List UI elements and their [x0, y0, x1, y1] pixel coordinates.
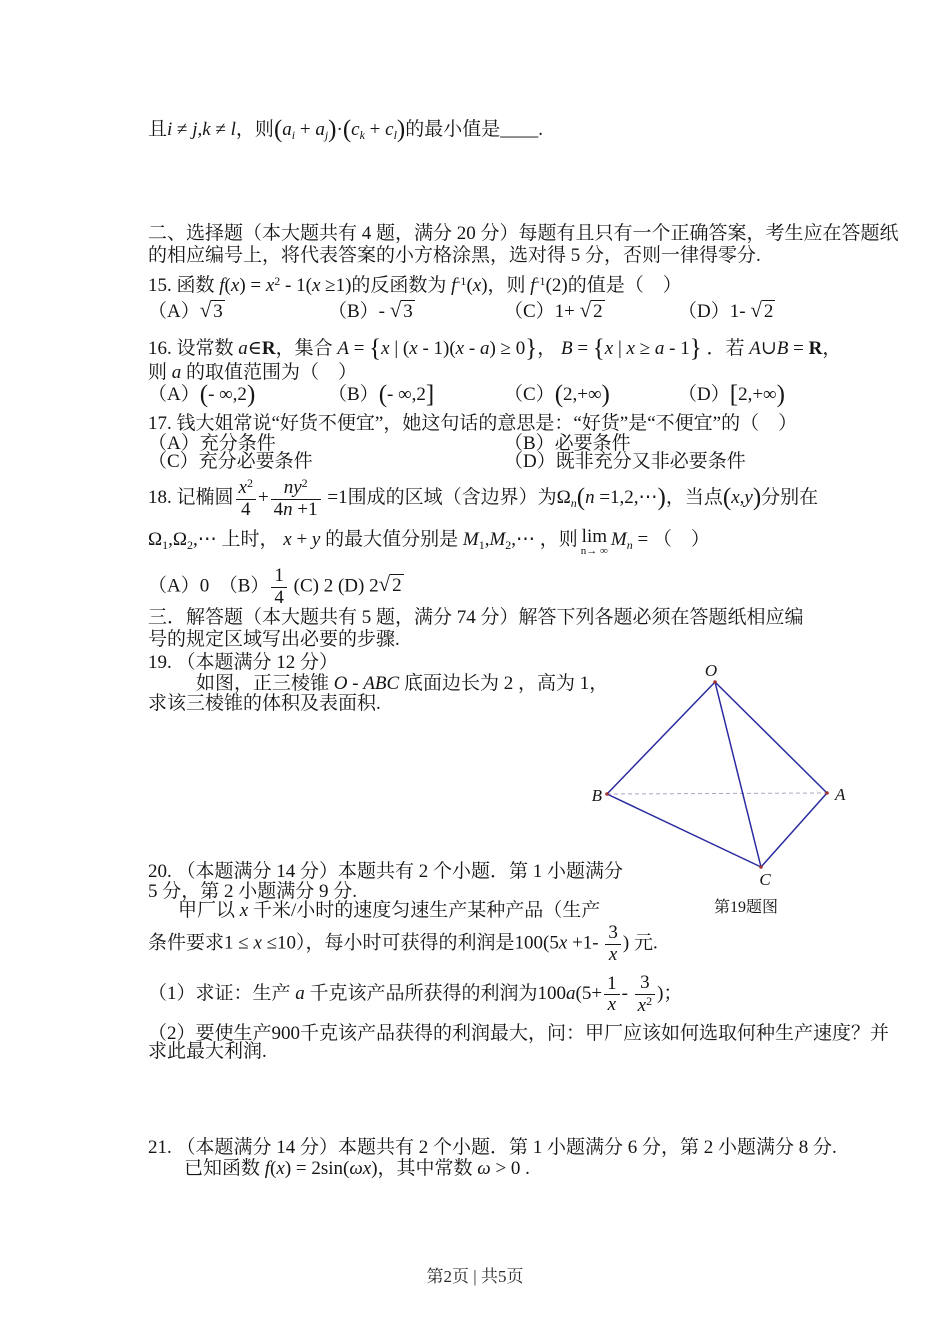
q18-options-row: （A）0 （B） $\frac{1}{4}$ (C) 2 (D) 2√ 2 [148, 565, 402, 608]
q20-part1: （1）求证：生产 a 千克该产品所获得的利润为100a(5+ $\frac{1}{x}$ - $\frac{3}{x^2}$ )； [148, 972, 683, 1016]
q15-options-row [148, 299, 848, 325]
edge-OA [715, 682, 827, 793]
figure-caption: 第19题图 [713, 899, 778, 916]
q17-options-row2 [148, 450, 848, 474]
q15-option-d: （D）1- √ 2 [678, 298, 774, 322]
q19-header: 19. （本题满分 12 分） [148, 652, 339, 673]
q17-stem: 17. 钱大姐常说“好货不便宜”，她这句话的意思是：“好货”是“不便宜”的（ ） [148, 413, 798, 434]
q15-stem: 15. 函数 $f(x) = x^2 - 1(x \ge 1)$的反函数为 $f^{-1}(x)$，则 $f^{-1}(2)$的值是（ ） [148, 274, 682, 296]
q18-stem-line2: $\Omega_1,\Omega_2,\cdots$ 上时， x + y 的最大值分别是 $M_1,M_2,\cdots$ ，则 lim n→ ∞ $M_n$ = （ ） [148, 526, 710, 557]
vertex-A-dot [825, 791, 829, 795]
q14-tail-line: 且i ≠ j,k ≠ l，则$(a_i + a_j)\cdot(c_k + c_l)$的最小值是____. [148, 116, 544, 143]
vertex-A-label: A [835, 785, 846, 804]
q19-stem-line1: 如图，正三棱锥 O - ABC 底面边长为 2 ，高为 1， [196, 673, 609, 694]
q16-option-a: （A）(- ∞,2) [148, 381, 256, 408]
q16-option-c: （C）(2,+∞) [504, 381, 610, 408]
q17-option-c: （C）充分必要条件 [148, 451, 313, 472]
q17-option-a: （A）充分条件 [148, 433, 276, 454]
q19-stem-line2: 求该三棱锥的体积及表面积. [148, 693, 381, 714]
q16-stem-line1: 16. 设常数 a∈R，集合 A = {x | (x - 1)(x - a) ≥ 0}， B = {x | x ≥ a - 1} ．若 A∪B = R， [148, 335, 842, 362]
vertex-B-dot [605, 792, 609, 796]
q16-stem-line2: 则 a 的取值范围为（ ） [148, 362, 358, 383]
edge-OC [715, 682, 761, 867]
q18-stem-line1: 18. 记椭圆 $\frac{x^2}{4}$ + $\frac{ny^2}{4n +1}$ =1围成的区域（含边界）为$\Omega_n(n$ =1,2,⋯)，当点(x,y)分别在 [148, 476, 819, 520]
vertex-O-label: O [704, 661, 718, 680]
q21-stem: 已知函数 f(x) = 2sin(ωx)，其中常数 ω > 0 . [184, 1158, 530, 1179]
q20-stem-line2: 条件要求1 ≤ x ≤10），每小时可获得的利润是100(5x +1- $\frac{3}{x}$ ) 元. [148, 922, 658, 965]
edge-OB [607, 682, 715, 794]
q20-part2-line2: 求此最大利润. [148, 1041, 267, 1062]
edge-CA [761, 793, 827, 867]
q16-option-b: （B）(- ∞,2] [328, 381, 435, 408]
q15-option-b: （B）- √ 3 [328, 298, 413, 322]
q20-header-line2: 5 分，第 2 小题满分 9 分. [148, 881, 358, 902]
q20-header-line1: 20. （本题满分 14 分）本题共有 2 个小题．第 1 小题满分 [148, 861, 624, 882]
q20-stem-line1: 甲厂以 x 千米/小时的速度匀速生产某种产品（生产 [178, 900, 601, 921]
q21-header: 21. （本题满分 14 分）本题共有 2 个小题．第 1 小题满分 6 分，第 2 小题满分 8 分. [148, 1137, 837, 1158]
vertex-B-label: B [591, 786, 602, 805]
q15-option-a: （A）√ 3 [148, 298, 223, 322]
q15-option-c: （C）1+ √ 2 [504, 298, 603, 322]
q20-part2-line1: （2）要使生产900千克该产品获得的利润最大，问：甲厂应该如何选取何种生产速度？并 [148, 1023, 890, 1044]
section2-heading-line2: 的相应编号上，将代表答案的小方格涂黑，选对得 5 分，否则一律得零分. [148, 245, 761, 266]
q17-option-b: （B）必要条件 [504, 433, 631, 454]
q16-options-row [148, 382, 848, 408]
q17-option-d: （D）既非充分又非必要条件 [504, 451, 746, 472]
section2-heading-line1: 二、选择题（本大题共有 4 题，满分 20 分）每题有且只有一个正确答案，考生应在答题纸 [148, 223, 899, 244]
page-footer: 第2页 | 共5页 [426, 1267, 524, 1286]
edge-BC [607, 794, 761, 867]
section3-heading-line2: 号的规定区域写出必要的步骤. [148, 629, 400, 650]
tetrahedron-diagram [578, 652, 850, 890]
section3-heading-line1: 三．解答题（本大题共有 5 题，满分 74 分）解答下列各题必须在答题纸相应编 [148, 607, 804, 628]
vertex-O-dot [713, 680, 717, 684]
q16-option-d: （D）[2,+∞) [678, 381, 785, 408]
edge-BA-hidden [607, 793, 827, 794]
vertex-C-label: C [759, 870, 771, 889]
